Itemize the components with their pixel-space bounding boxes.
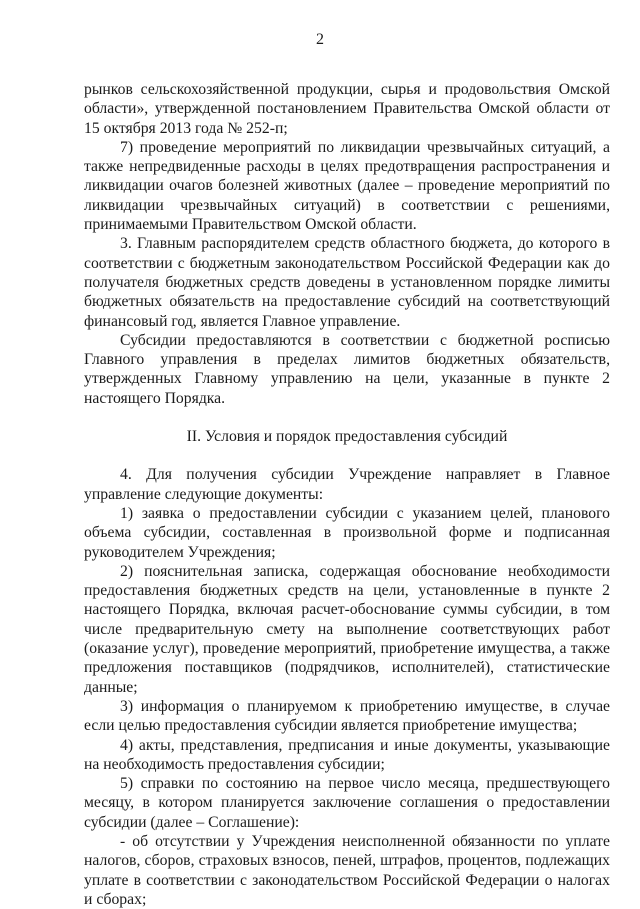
paragraph-item-7: 7) проведение мероприятий по ликвидации чрезвычайных ситуаций, а также непредвиденные расходы в целях предотвращения распространения и ликвидации очагов болезней животных (далее – проведение мероприятий по ликвидации чрезвычайных ситуаций) в соответствии с решениями, принимаемыми Правительством Омской области. xyxy=(84,138,610,234)
list-item-2: 2) пояснительная записка, содержащая обоснование необходимости предоставления бюджетных средств на цели, установленные в пункте 2 настоящего Порядка, включая расчет-обоснование суммы субсидии, в том числе предварительную смету на выполнение соответствующих работ (оказание услуг), проведение мероприятий, приобретение имущества, а также предложения поставщиков (подрядчиков, исполнителей), статистические данные; xyxy=(84,562,610,696)
paragraph-subsidies-budget: Субсидии предоставляются в соответствии с бюджетной росписью Главного управления в пределах лимитов бюджетных обязательств, утвержденных Главному управлению на цели, указанные в пункте 2 настоящего Порядка. xyxy=(84,331,610,407)
list-item-1: 1) заявка о предоставлении субсидии с указанием целей, планового объема субсидии, составленная в произвольной форме и подписанная руководителем Учреждения; xyxy=(84,504,610,561)
paragraph-continuation: рынков сельскохозяйственной продукции, сырья и продовольствия Омской области», утвержденной постановлением Правительства Омской области от 15 октября 2013 года № 252-п; xyxy=(84,81,610,137)
list-item-3: 3) информация о планируемом к приобретению имуществе, в случае если целью предоставления субсидии является приобретение имущества; xyxy=(84,697,610,735)
paragraph-clause-4: 4. Для получения субсидии Учреждение направляет в Главное управление следующие документы: xyxy=(84,466,610,503)
section-heading: II. Условия и порядок предоставления субсидий xyxy=(186,428,508,446)
spacer xyxy=(84,446,610,465)
document-body xyxy=(84,80,610,909)
spacer xyxy=(84,408,610,427)
list-subitem-dash: - об отсутствии у Учреждения неисполненной обязанности по уплате налогов, сборов, страховых взносов, пеней, штрафов, процентов, подлежащих уплате в соответствии с законодательством Российской Федерации о налогах и сборах; xyxy=(84,832,610,908)
list-item-5: 5) справки по состоянию на первое число месяца, предшествующего месяцу, в котором планируется заключение соглашения о предоставлении субсидии (далее – Соглашение): xyxy=(84,775,610,831)
paragraph-clause-3: 3. Главным распорядителем средств областного бюджета, до которого в соответствии с бюджетным законодательством Российской Федерации как до получателя бюджетных средств доведены в установленном порядке лимиты бюджетных обязательств на предоставление субсидий на соответствующий финансовый год, является Главное управление. xyxy=(84,235,610,330)
list-item-4: 4) акты, представления, предписания и иные документы, указывающие на необходимость предоставления субсидии; xyxy=(84,736,610,773)
page-number: 2 xyxy=(316,31,324,48)
